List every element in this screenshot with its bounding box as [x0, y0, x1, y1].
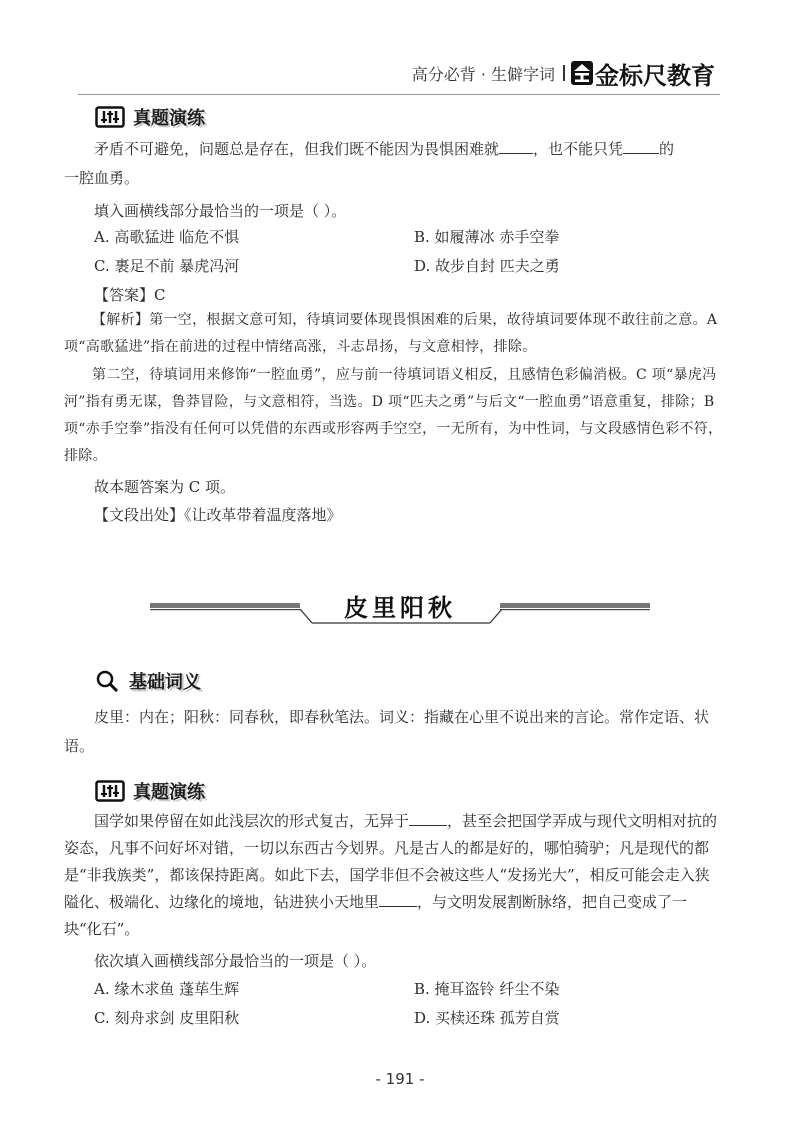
header-divider	[563, 65, 565, 81]
section-title: 基础词义	[129, 672, 201, 693]
fill-blank	[379, 892, 417, 907]
question-1-prompt: 填入画横线部分最恰当的一项是（ ）。	[94, 202, 347, 220]
section-heading-meaning	[95, 668, 201, 694]
answer: 【答案】C	[94, 286, 166, 304]
option-d: D. 故步自封 匹夫之勇	[414, 257, 560, 275]
brand	[571, 56, 715, 91]
page-number: - 191 -	[375, 1070, 425, 1088]
header-rule	[78, 94, 720, 95]
analysis-paragraph-1: 【解析】第一空，根据文意可知，待填词要体现畏惧困难的后果，故待填词要体现不敢往前之意。A 项“高歌猛进”指在前进的过程中情绪高涨，斗志昂扬，与文意相悖，排除。	[64, 312, 718, 355]
option-b: B. 掩耳盗铃 纤尘不染	[414, 980, 560, 998]
section-title: 真题演练	[133, 108, 205, 129]
source: 【文段出处】《让改革带着温度落地》	[94, 506, 342, 524]
practice-icon	[95, 106, 125, 128]
brand-name: 金标尺教育	[595, 61, 715, 90]
option-c: C. 裹足不前 暴虎冯河	[94, 257, 240, 275]
option-b: B. 如履薄冰 赤手空拳	[414, 228, 560, 246]
fill-blank	[623, 139, 659, 154]
conclusion: 故本题答案为 C 项。	[94, 478, 236, 496]
option-a: A. 高歌猛进 临危不惧	[94, 228, 240, 246]
practice-icon	[95, 780, 125, 802]
option-c: C. 刻舟求剑 皮里阳秋	[94, 1009, 240, 1027]
fill-blank	[409, 811, 447, 826]
question-2-prompt: 依次填入画横线部分最恰当的一项是（ ）。	[94, 952, 377, 970]
section-title: 真题演练	[133, 782, 205, 803]
idiom-title: 皮里阳秋	[344, 593, 456, 622]
brand-logo-icon	[571, 61, 593, 85]
option-a: A. 缘木求鱼 蓬荜生辉	[94, 980, 240, 998]
search-icon	[95, 670, 121, 692]
section-heading-practice-1	[95, 104, 205, 130]
section-heading-practice-2	[95, 778, 205, 804]
option-d: D. 买椟还珠 孤芳自赏	[414, 1009, 560, 1027]
question-1-text: 矛盾不可避免，问题总是存在，但我们既不能因为畏惧困难就 ，也不能只凭 的 一腔血勇。	[64, 140, 675, 187]
header-section-label: 高分必背 · 生僻字词	[411, 64, 555, 84]
definition: 皮里：内在；阳秋：同春秋，即春秋笔法。词义：指藏在心里不说出来的言论。常作定语、状语。	[64, 708, 710, 755]
fill-blank	[499, 139, 533, 154]
analysis-paragraph-2: 第二空，待填词用来修饰“一腔血勇”，应与前一待填词语义相反，且感情色彩偏消极。C 项“暴虎冯河”指有勇无谋，鲁莽冒险，与文意相符，当选。D 项“匹夫之勇”与后文“一腔血勇”语意重复，排除；B 项“赤手空拳”指没有任何可以凭借的东西或形容两手空空，一无所有，为中性词，与文段感情色彩不符，排除。	[64, 367, 723, 464]
question-2-text: 国学如果停留在如此浅层次的形式复古，无异于 ，甚至会把国学弄成与现代文明相对抗的姿态，凡事不问好坏对错，一切以东西古今划界。凡是古人的都是好的，哪怕骑驴；凡是现代的都是“非我族类”，都该保持距离。如此下去，国学非但不会被这些人“发扬光大”，相反可能会走入狭隘化、极端化、边缘化的境地，钻进狭小天地里 ，与文明发展割断脉络，把自己变成了一块“化石”。	[64, 812, 718, 938]
page-header	[412, 56, 715, 90]
